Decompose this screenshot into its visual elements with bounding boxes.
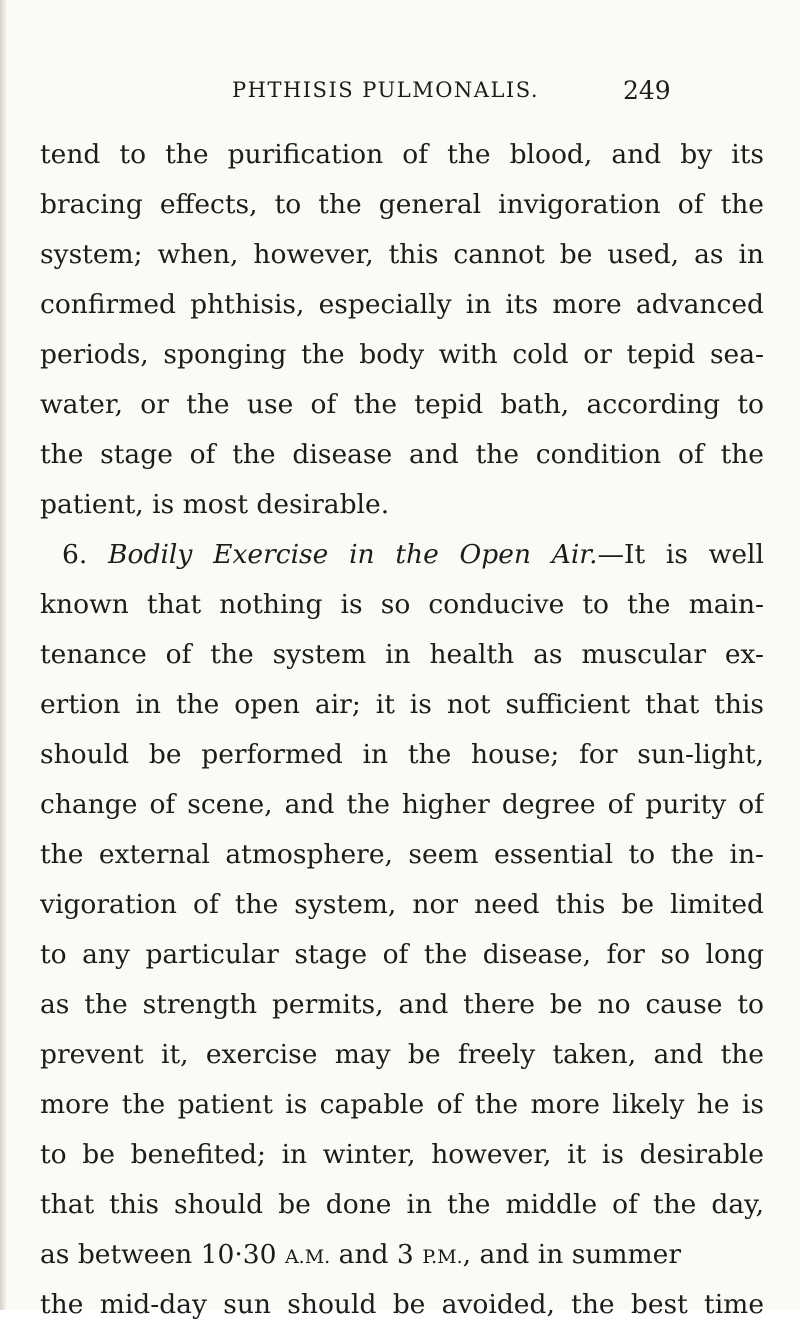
text-line: ertion in the open air; it is not sufficient that this: [40, 689, 764, 720]
time-text-before: as between 10·30: [40, 1239, 285, 1270]
page-header: [0, 78, 800, 118]
text-line: patient, is most desirable.: [40, 489, 390, 520]
page-number: 249: [623, 76, 671, 105]
afternoon-abbreviation: P.M.: [422, 1246, 463, 1268]
section-heading-text: —It is well: [597, 539, 764, 570]
text-line: as the strength permits, and there be no cause to: [40, 989, 764, 1020]
text-line: that this should be done in the middle of the day,: [40, 1189, 764, 1220]
text-line: bracing effects, to the general invigoration of the: [40, 189, 764, 220]
text-line: vigoration of the system, nor need this be limited: [40, 889, 764, 920]
running-title: PHTHISIS PULMONALIS.: [232, 78, 540, 102]
text-line: more the patient is capable of the more likely he is: [40, 1089, 764, 1120]
section-heading-line: [62, 537, 764, 573]
text-line: to be benefited; in winter, however, it is desirable: [40, 1139, 764, 1170]
text-line: periods, sponging the body with cold or tepid sea-: [40, 339, 764, 370]
text-line: should be performed in the house; for sun-light,: [40, 739, 764, 770]
time-reference-line: [40, 1237, 764, 1275]
text-line: the external atmosphere, seem essential to the in-: [40, 839, 764, 870]
text-line: the mid-day sun should be avoided, the best time: [40, 1289, 764, 1320]
time-text-middle: and 3: [330, 1239, 423, 1270]
text-line: system; when, however, this cannot be used, as in: [40, 239, 764, 270]
morning-abbreviation: A.M.: [284, 1246, 331, 1268]
section-number: 6.: [62, 539, 88, 570]
time-text-after: , and in summer: [462, 1239, 681, 1270]
text-line: change of scene, and the higher degree of purity of: [40, 789, 764, 820]
text-line: prevent it, exercise may be freely taken, and the: [40, 1039, 764, 1070]
text-line: confirmed phthisis, especially in its more advanced: [40, 289, 764, 320]
text-line: water, or the use of the tepid bath, according to: [40, 389, 764, 420]
page-gutter-shadow: [0, 0, 6, 1310]
text-line: the stage of the disease and the condition of the: [40, 439, 764, 470]
section-heading: Bodily Exercise in the Open Air.: [108, 539, 598, 570]
text-line: to any particular stage of the disease, for so long: [40, 939, 764, 970]
text-line: tenance of the system in health as muscular ex-: [40, 639, 764, 670]
text-line: known that nothing is so conducive to the main-: [40, 589, 764, 620]
text-line: tend to the purification of the blood, and by its: [40, 139, 764, 170]
